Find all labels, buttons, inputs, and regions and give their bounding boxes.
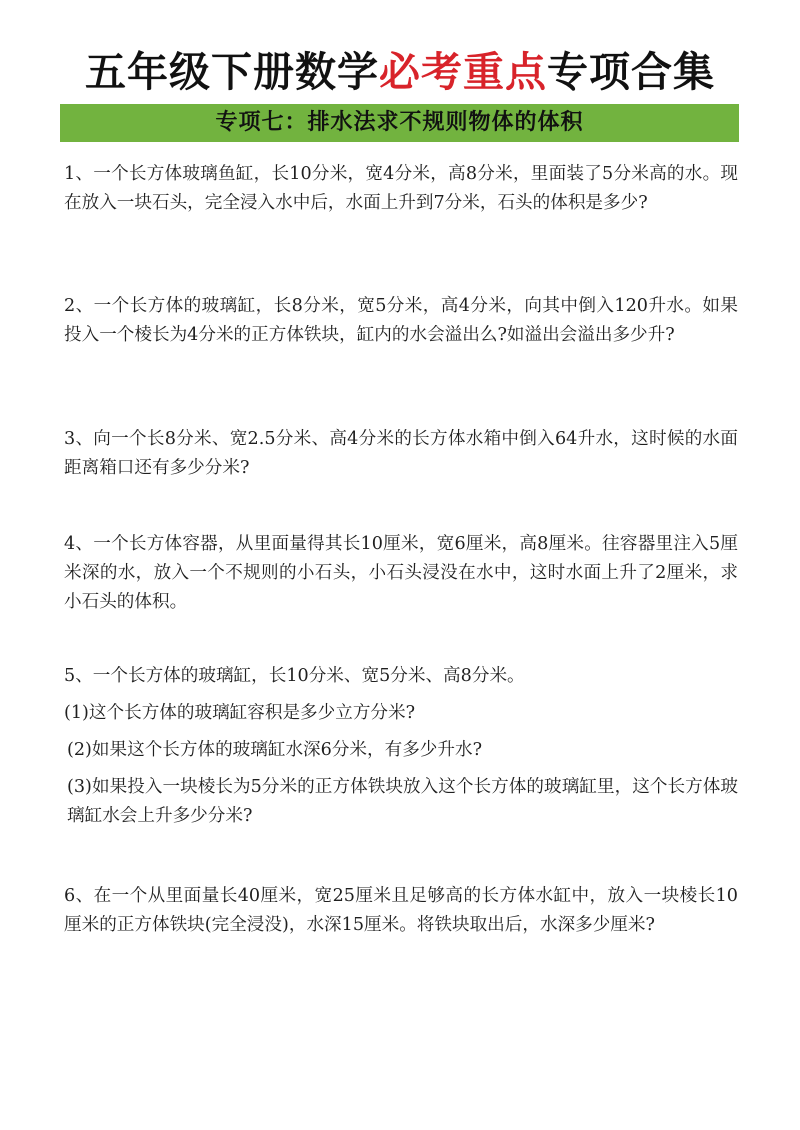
problem-5-sub-question-2: (2)如果这个长方体的玻璃缸水深6分米，有多少升水? — [67, 740, 483, 760]
problem-5-text: 5、一个长方体的玻璃缸，长10分米、宽5分米、高8分米。 — [64, 666, 525, 686]
problem-3 — [64, 425, 738, 483]
title-highlight: 必考重点 — [379, 48, 547, 96]
section-label: 专项七：排水法求不规则物体的体积 — [215, 110, 584, 135]
problem-6 — [64, 882, 738, 940]
problem-6-text: 6、在一个从里面量长40厘米，宽25厘米且足够高的长方体水缸中，放入一块棱长10厘米的正方体铁块(完全浸没)，水深15厘米。将铁块取出后，水深多少厘米? — [64, 886, 738, 935]
problem-5-sub-question-1: (1)这个长方体的玻璃缸容积是多少立方分米? — [64, 703, 416, 723]
section-header-bar — [60, 104, 739, 142]
problem-5 — [64, 662, 738, 831]
problem-1 — [64, 160, 738, 218]
problem-1-text: 1、一个长方体玻璃鱼缸，长10分米，宽4分米，高8分米，里面装了5分米高的水。现在放入一块石头，完全浸入水中后，水面上升到7分米，石头的体积是多少? — [64, 164, 738, 213]
title-part-2: 专项合集 — [547, 48, 715, 96]
problem-4 — [64, 530, 738, 617]
problem-5-sub-question-3: (3)如果投入一块棱长为5分米的正方体铁块放入这个长方体的玻璃缸里，这个长方体玻璃缸水会上升多少分米? — [67, 777, 738, 826]
title-part-1: 五年级下册数学 — [85, 48, 379, 96]
problem-2-text: 2、一个长方体的玻璃缸，长8分米，宽5分米，高4分米，向其中倒入120升水。如果投入一个棱长为4分米的正方体铁块，缸内的水会溢出么?如溢出会溢出多少升? — [64, 296, 738, 345]
page-title — [0, 42, 800, 102]
problem-2 — [64, 292, 738, 350]
problem-4-text: 4、一个长方体容器，从里面量得其长10厘米，宽6厘米，高8厘米。往容器里注入5厘米深的水，放入一个不规则的小石头，小石头浸没在水中，这时水面上升了2厘米，求小石头的体积。 — [64, 534, 738, 612]
problem-3-text: 3、向一个长8分米、宽2.5分米、高4分米的长方体水箱中倒入64升水，这时候的水面距离箱口还有多少分米? — [64, 429, 738, 478]
